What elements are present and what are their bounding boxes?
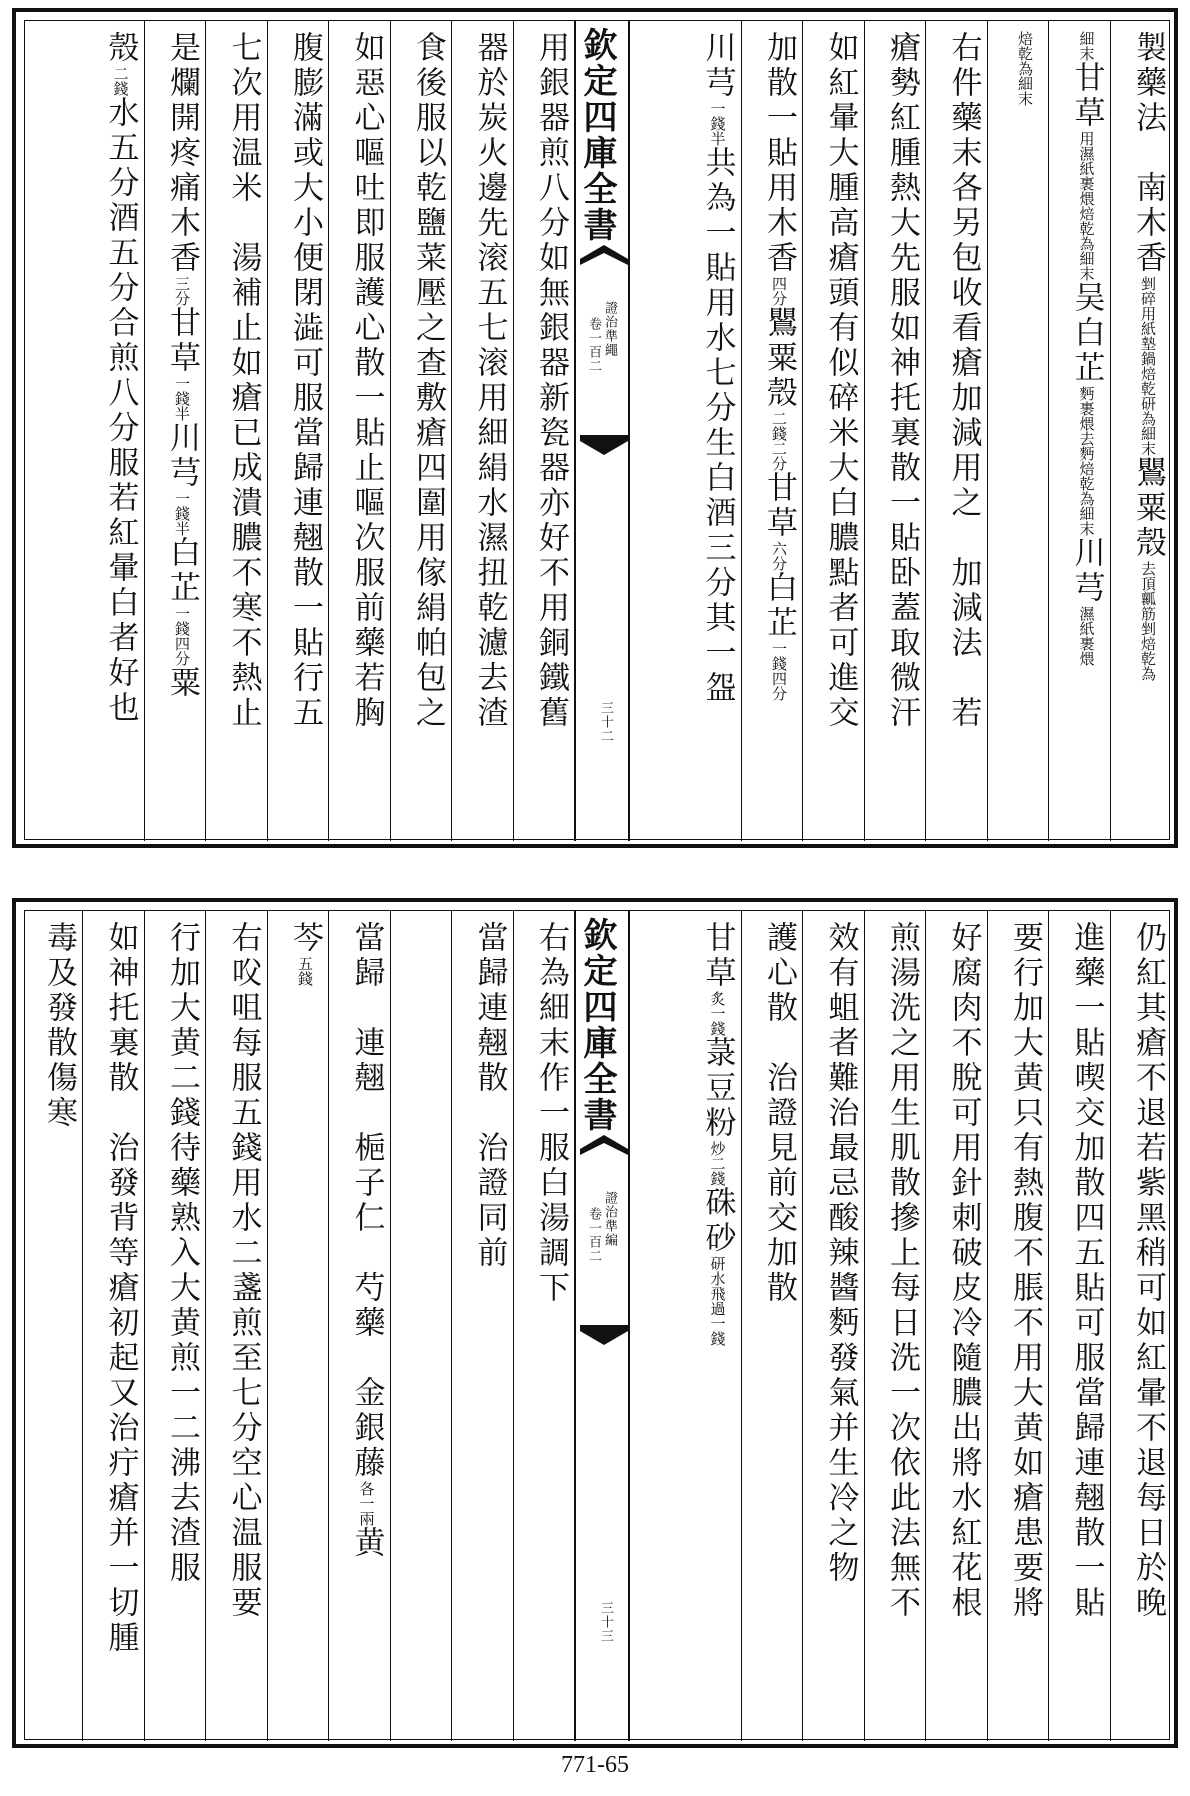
column-rule bbox=[451, 21, 452, 841]
main-text: 殼 bbox=[102, 31, 139, 66]
text-area bbox=[24, 910, 1170, 1740]
main-text: 硃砂 bbox=[699, 1186, 736, 1256]
text-column bbox=[1054, 21, 1110, 841]
fish-tail-mark bbox=[580, 1321, 628, 1361]
column-rule bbox=[144, 21, 145, 841]
main-text: 食後服以乾鹽菜壓之查敷瘡四圍用傢絹帕包之 bbox=[410, 31, 446, 731]
text-column bbox=[808, 911, 864, 1741]
main-text: 吴白芷 bbox=[1068, 281, 1105, 386]
column-rule bbox=[987, 911, 988, 1741]
text-column bbox=[334, 911, 390, 1741]
annotation-text: 麪裹煨去麪焙乾為細末 bbox=[1077, 386, 1096, 536]
annotation-text: 三分 bbox=[173, 276, 191, 306]
text-column bbox=[931, 911, 987, 1741]
annotation-text: 一錢半 bbox=[708, 101, 727, 146]
main-text: 甘草 bbox=[761, 471, 797, 541]
text-area bbox=[24, 20, 1170, 840]
center-band bbox=[574, 911, 630, 1741]
column-rule bbox=[144, 911, 145, 1741]
column-rule bbox=[741, 911, 742, 1741]
main-text: 行加大黄二錢待藥熟入大黄煎一二沸去渣服 bbox=[164, 921, 200, 1586]
text-column bbox=[1054, 911, 1110, 1741]
main-text: 護心散 治證見前交加散 bbox=[761, 921, 797, 1306]
top-page bbox=[0, 0, 1190, 850]
text-column bbox=[27, 911, 83, 1741]
main-text: 芩 bbox=[287, 921, 323, 956]
main-text: 毒及發散傷寒 bbox=[41, 921, 77, 1131]
text-column bbox=[150, 911, 206, 1741]
center-title: 欽定四庫全書 bbox=[577, 27, 617, 243]
column-rule bbox=[1110, 911, 1111, 1741]
column-rule bbox=[390, 21, 391, 841]
main-text: 效有蛆者難治最忌酸辣醬麪發氣并生冷之物 bbox=[822, 921, 859, 1586]
text-column bbox=[519, 21, 575, 841]
main-text: 甘草 bbox=[164, 306, 200, 376]
main-text: 進藥一貼喫交加散四五貼可服當歸連翹散一貼 bbox=[1068, 921, 1105, 1621]
annotation-text: 焙乾為細末 bbox=[1016, 31, 1034, 106]
main-text: 好腐肉不脫可用針刺破皮冷隨膿出將水紅花根 bbox=[945, 921, 982, 1621]
text-column bbox=[396, 911, 452, 1741]
annotation-text: 四分 bbox=[770, 276, 788, 306]
book-title: 證治準編 bbox=[602, 1191, 617, 1247]
text-column bbox=[685, 911, 741, 1741]
main-text: 白芷 bbox=[761, 571, 797, 641]
column-rule bbox=[864, 911, 865, 1741]
center-band bbox=[574, 21, 630, 841]
main-text: 共為一貼用水七分生白酒三分其一盌 bbox=[699, 146, 736, 706]
text-column bbox=[273, 911, 329, 1741]
main-text: 粟 bbox=[164, 666, 200, 701]
column-rule bbox=[513, 21, 514, 841]
fish-tail-mark bbox=[580, 1133, 628, 1173]
column-rule bbox=[328, 911, 329, 1741]
text-column bbox=[519, 911, 575, 1741]
main-text: 甘草 bbox=[699, 921, 736, 991]
annotation-text: 五錢 bbox=[296, 956, 314, 986]
fish-tail-mark bbox=[580, 431, 628, 471]
text-column bbox=[88, 21, 144, 841]
main-text: 如神托裏散 治發背等瘡初起又治疔瘡并一切腫 bbox=[102, 921, 139, 1656]
main-text: 仍紅其瘡不退若紫黑稍可如紅暈不退每日於晚 bbox=[1130, 921, 1166, 1621]
column-rule bbox=[987, 21, 988, 841]
text-column bbox=[396, 21, 452, 841]
text-column bbox=[931, 21, 987, 841]
annotation-text: 一錢四分 bbox=[173, 606, 191, 666]
text-column bbox=[211, 911, 267, 1741]
main-text: 黄 bbox=[348, 1526, 385, 1561]
main-text: 右件藥末各另包收看瘡加減用之 加減法 若 bbox=[945, 31, 982, 731]
fish-tail-mark bbox=[580, 243, 628, 283]
column-rule bbox=[1110, 21, 1111, 841]
column-rule bbox=[390, 911, 391, 1741]
text-column bbox=[1116, 911, 1172, 1741]
annotation-text: 細末 bbox=[1077, 31, 1096, 61]
text-column bbox=[993, 911, 1049, 1741]
column-rule bbox=[864, 21, 865, 841]
column-rule bbox=[513, 911, 514, 1741]
column-rule bbox=[205, 21, 206, 841]
main-text: 甘草 bbox=[1068, 61, 1105, 131]
annotation-text: 各一兩 bbox=[357, 1481, 376, 1526]
text-column bbox=[870, 911, 926, 1741]
main-text: 川芎 bbox=[164, 421, 200, 491]
text-column bbox=[808, 21, 864, 841]
text-column bbox=[88, 911, 144, 1741]
column-rule bbox=[802, 911, 803, 1741]
column-rule bbox=[1048, 21, 1049, 841]
text-column bbox=[457, 911, 513, 1741]
annotation-text: 研水飛過一錢 bbox=[708, 1256, 727, 1346]
main-text: 川芎 bbox=[1068, 536, 1105, 606]
main-text: 當歸連翹散 治證同前 bbox=[471, 921, 508, 1271]
column-rule bbox=[925, 21, 926, 841]
column-rule bbox=[451, 911, 452, 1741]
main-text: 川芎 bbox=[699, 31, 736, 101]
annotation-text: 去頂瓤筋剉焙乾為 bbox=[1139, 561, 1157, 681]
text-column bbox=[211, 21, 267, 841]
annotation-text: 二錢 bbox=[111, 66, 130, 96]
column-rule bbox=[328, 21, 329, 841]
text-column bbox=[334, 21, 390, 841]
main-text: 水五分酒五分合煎八分服若紅暈白者好也 bbox=[102, 96, 139, 726]
text-column bbox=[993, 21, 1049, 841]
column-rule bbox=[925, 911, 926, 1741]
main-text: 要行加大黄只有熱腹不脹不用大黄如瘡患要將 bbox=[1007, 921, 1043, 1621]
column-rule bbox=[267, 21, 268, 841]
text-column bbox=[457, 21, 513, 841]
column-rule bbox=[82, 911, 83, 1741]
main-text: 瘡勢紅腫熱大先服如神托裏散一貼卧蓋取微汗 bbox=[884, 31, 920, 731]
annotation-text: 一錢四分 bbox=[770, 641, 788, 701]
center-title: 欽定四庫全書 bbox=[577, 917, 617, 1133]
annotation-text: 六分 bbox=[770, 541, 788, 571]
column-rule bbox=[205, 911, 206, 1741]
main-text: 加散一貼用木香 bbox=[761, 31, 797, 276]
volume-number: 卷一百二 bbox=[586, 1207, 601, 1263]
book-title: 證治準繩 bbox=[602, 301, 617, 357]
main-text: 當歸 連翹 梔子仁 芍藥 金銀藤 bbox=[348, 921, 385, 1481]
text-column bbox=[685, 21, 741, 841]
annotation-text: 剉碎用紙墊鍋焙乾研為細末 bbox=[1139, 276, 1157, 456]
page-frame bbox=[12, 8, 1178, 848]
main-text: 鸎粟殼 bbox=[761, 306, 797, 411]
main-text: 七次用温米 湯補止如瘡已成潰膿不寒不熱止 bbox=[225, 31, 262, 731]
main-text: 是爛開疼痛木香 bbox=[164, 31, 200, 276]
main-text: 器於炭火邊先滚五七滚用細絹水濕扭乾濾去渣 bbox=[471, 31, 508, 731]
text-column bbox=[150, 21, 206, 841]
bottom-page bbox=[0, 890, 1190, 1750]
annotation-text: 濕紙裹煨 bbox=[1077, 606, 1096, 666]
volume-number: 卷一百二 bbox=[586, 317, 601, 373]
folio-number: 三十三 bbox=[598, 1601, 613, 1643]
annotation-text: 一錢半 bbox=[173, 491, 191, 536]
annotation-text: 用濕紙裹煨焙乾為細末 bbox=[1077, 131, 1096, 281]
text-column bbox=[273, 21, 329, 841]
column-rule bbox=[1048, 911, 1049, 1741]
main-text: 如紅暈大腫高瘡頭有似碎米大白膿點者可進交 bbox=[822, 31, 859, 731]
text-column bbox=[747, 911, 803, 1741]
main-text: 煎湯洗之用生肌散摻上每日洗一次依此法無不 bbox=[884, 921, 920, 1621]
page-frame bbox=[12, 898, 1178, 1748]
main-text: 白芷 bbox=[164, 536, 200, 606]
text-column bbox=[1116, 21, 1172, 841]
folio-number: 三十二 bbox=[598, 701, 613, 743]
annotation-text: 一錢半 bbox=[173, 376, 191, 421]
main-text: 右㕮咀每服五錢用水二盞煎至七分空心温服要 bbox=[225, 921, 262, 1621]
main-text: 製藥法 南木香 bbox=[1130, 31, 1166, 276]
main-text: 用銀器煎八分如無銀器新瓷器亦好不用銅鐵舊 bbox=[533, 31, 569, 731]
page-number: 771-65 bbox=[561, 1752, 629, 1778]
main-text: 菉豆粉 bbox=[699, 1036, 736, 1141]
column-rule bbox=[267, 911, 268, 1741]
annotation-text: 炒二錢 bbox=[708, 1141, 727, 1186]
text-column bbox=[870, 21, 926, 841]
main-text: 如惡心嘔吐即服護心散一貼止嘔次服前藥若胸 bbox=[348, 31, 385, 731]
column-rule bbox=[802, 21, 803, 841]
main-text: 右為細末作一服白湯調下 bbox=[533, 921, 569, 1306]
annotation-text: 二錢二分 bbox=[770, 411, 788, 471]
column-rule bbox=[741, 21, 742, 841]
text-column bbox=[747, 21, 803, 841]
main-text: 腹膨滿或大小便閉澁可服當歸連翹散一貼行五 bbox=[287, 31, 323, 731]
main-text: 鸎粟殼 bbox=[1130, 456, 1166, 561]
annotation-text: 炙一錢 bbox=[708, 991, 727, 1036]
